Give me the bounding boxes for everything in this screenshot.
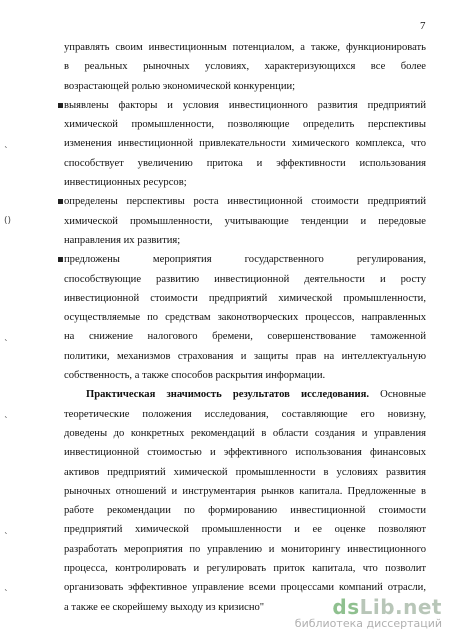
watermark-logo: dsLib.net (332, 595, 442, 619)
text-line: возрастающей ролью экономической конкуренции; (64, 80, 296, 92)
text-line: политики, механизмов страхования и защиты прав на интеллектуальную (64, 350, 426, 362)
text-line: предприятий химической промышленности и ее оценке позволяют (64, 524, 426, 536)
text-line: в реальных рыночных условиях, характеризующихся все более (64, 61, 426, 73)
scan-mark: ˎ (4, 138, 9, 149)
text-line: химической промышленности, позволяющие определить перспективы (64, 119, 426, 131)
text-line: выявлены факторы и условия инвестиционного развития предприятий (64, 99, 426, 111)
bullet-marker (58, 103, 63, 108)
text-line: направления их развития; (64, 234, 181, 246)
scan-mark: ˎ (4, 408, 9, 419)
text-line: осуществляемые по средствам законотворческих процессов, направленных (64, 312, 426, 324)
scan-mark: ˎ (4, 582, 9, 593)
text-line: работе рекомендации по формированию инвестиционной стоимости (64, 505, 426, 517)
text-line: химической промышленности, учитывающие тенденции и передовые (64, 215, 426, 227)
text-line: собственность, а также способов раскрытия информации. (64, 370, 326, 382)
watermark (295, 595, 442, 630)
scan-mark: ˎ (4, 524, 9, 535)
text-line: управлять своим инвестиционным потенциалом, а также, функционировать (64, 42, 426, 53)
text-line: инвестиционных ресурсов; (64, 177, 187, 189)
text-line: организовать эффективное управление всеми процессами компаний отрасли, (64, 582, 426, 594)
text-line: способствующие развитию инвестиционной деятельности и росту (64, 273, 426, 285)
watermark-subtitle: библиотека диссертаций (294, 617, 442, 630)
text-line: процесса, контролировать и регулировать приток капитала, что позволит (64, 563, 426, 575)
document-body (64, 38, 426, 617)
text-line: изменения инвестиционной привлекательности химического комплекса, что (64, 138, 426, 150)
text-line: теоретические положения исследования, составляющие его новизну, (64, 408, 426, 420)
scan-mark: () (4, 215, 12, 226)
text-line: предложены мероприятия государственного регулирования, (64, 254, 426, 266)
scan-mark: ˎ (4, 331, 9, 342)
bullet-marker (58, 199, 63, 204)
text-line: активов предприятий химической промышленности в условиях развития (64, 466, 426, 478)
text-line: рыночных отношений и инструментария рынков капитала. Предложенные в (64, 485, 426, 497)
text-line: Практическая значимость результатов исследования. Основные (86, 389, 426, 401)
text-line: разработать мероприятия по управлению и мониторингу инвестиционного (64, 543, 426, 555)
text-line: определены перспективы роста инвестиционной стоимости предприятий (64, 196, 426, 208)
text-line: а также ее скорейшему выходу из кризисно" (64, 601, 265, 613)
page-number: 7 (420, 20, 426, 32)
bullet-marker (58, 257, 63, 262)
text-line: способствует увеличению притока и эффективности использования (64, 157, 426, 169)
text-line: инвестиционной стоимости предприятий химической промышленности, (64, 292, 426, 304)
text-line: на снижение налогового бремени, совершенствование таможенной (64, 331, 426, 343)
text-line: инвестиционной стоимостью и эффективного использования финансовых (64, 447, 426, 459)
text-line: доведены до конкретных рекомендаций в области создания и управления (64, 427, 426, 439)
